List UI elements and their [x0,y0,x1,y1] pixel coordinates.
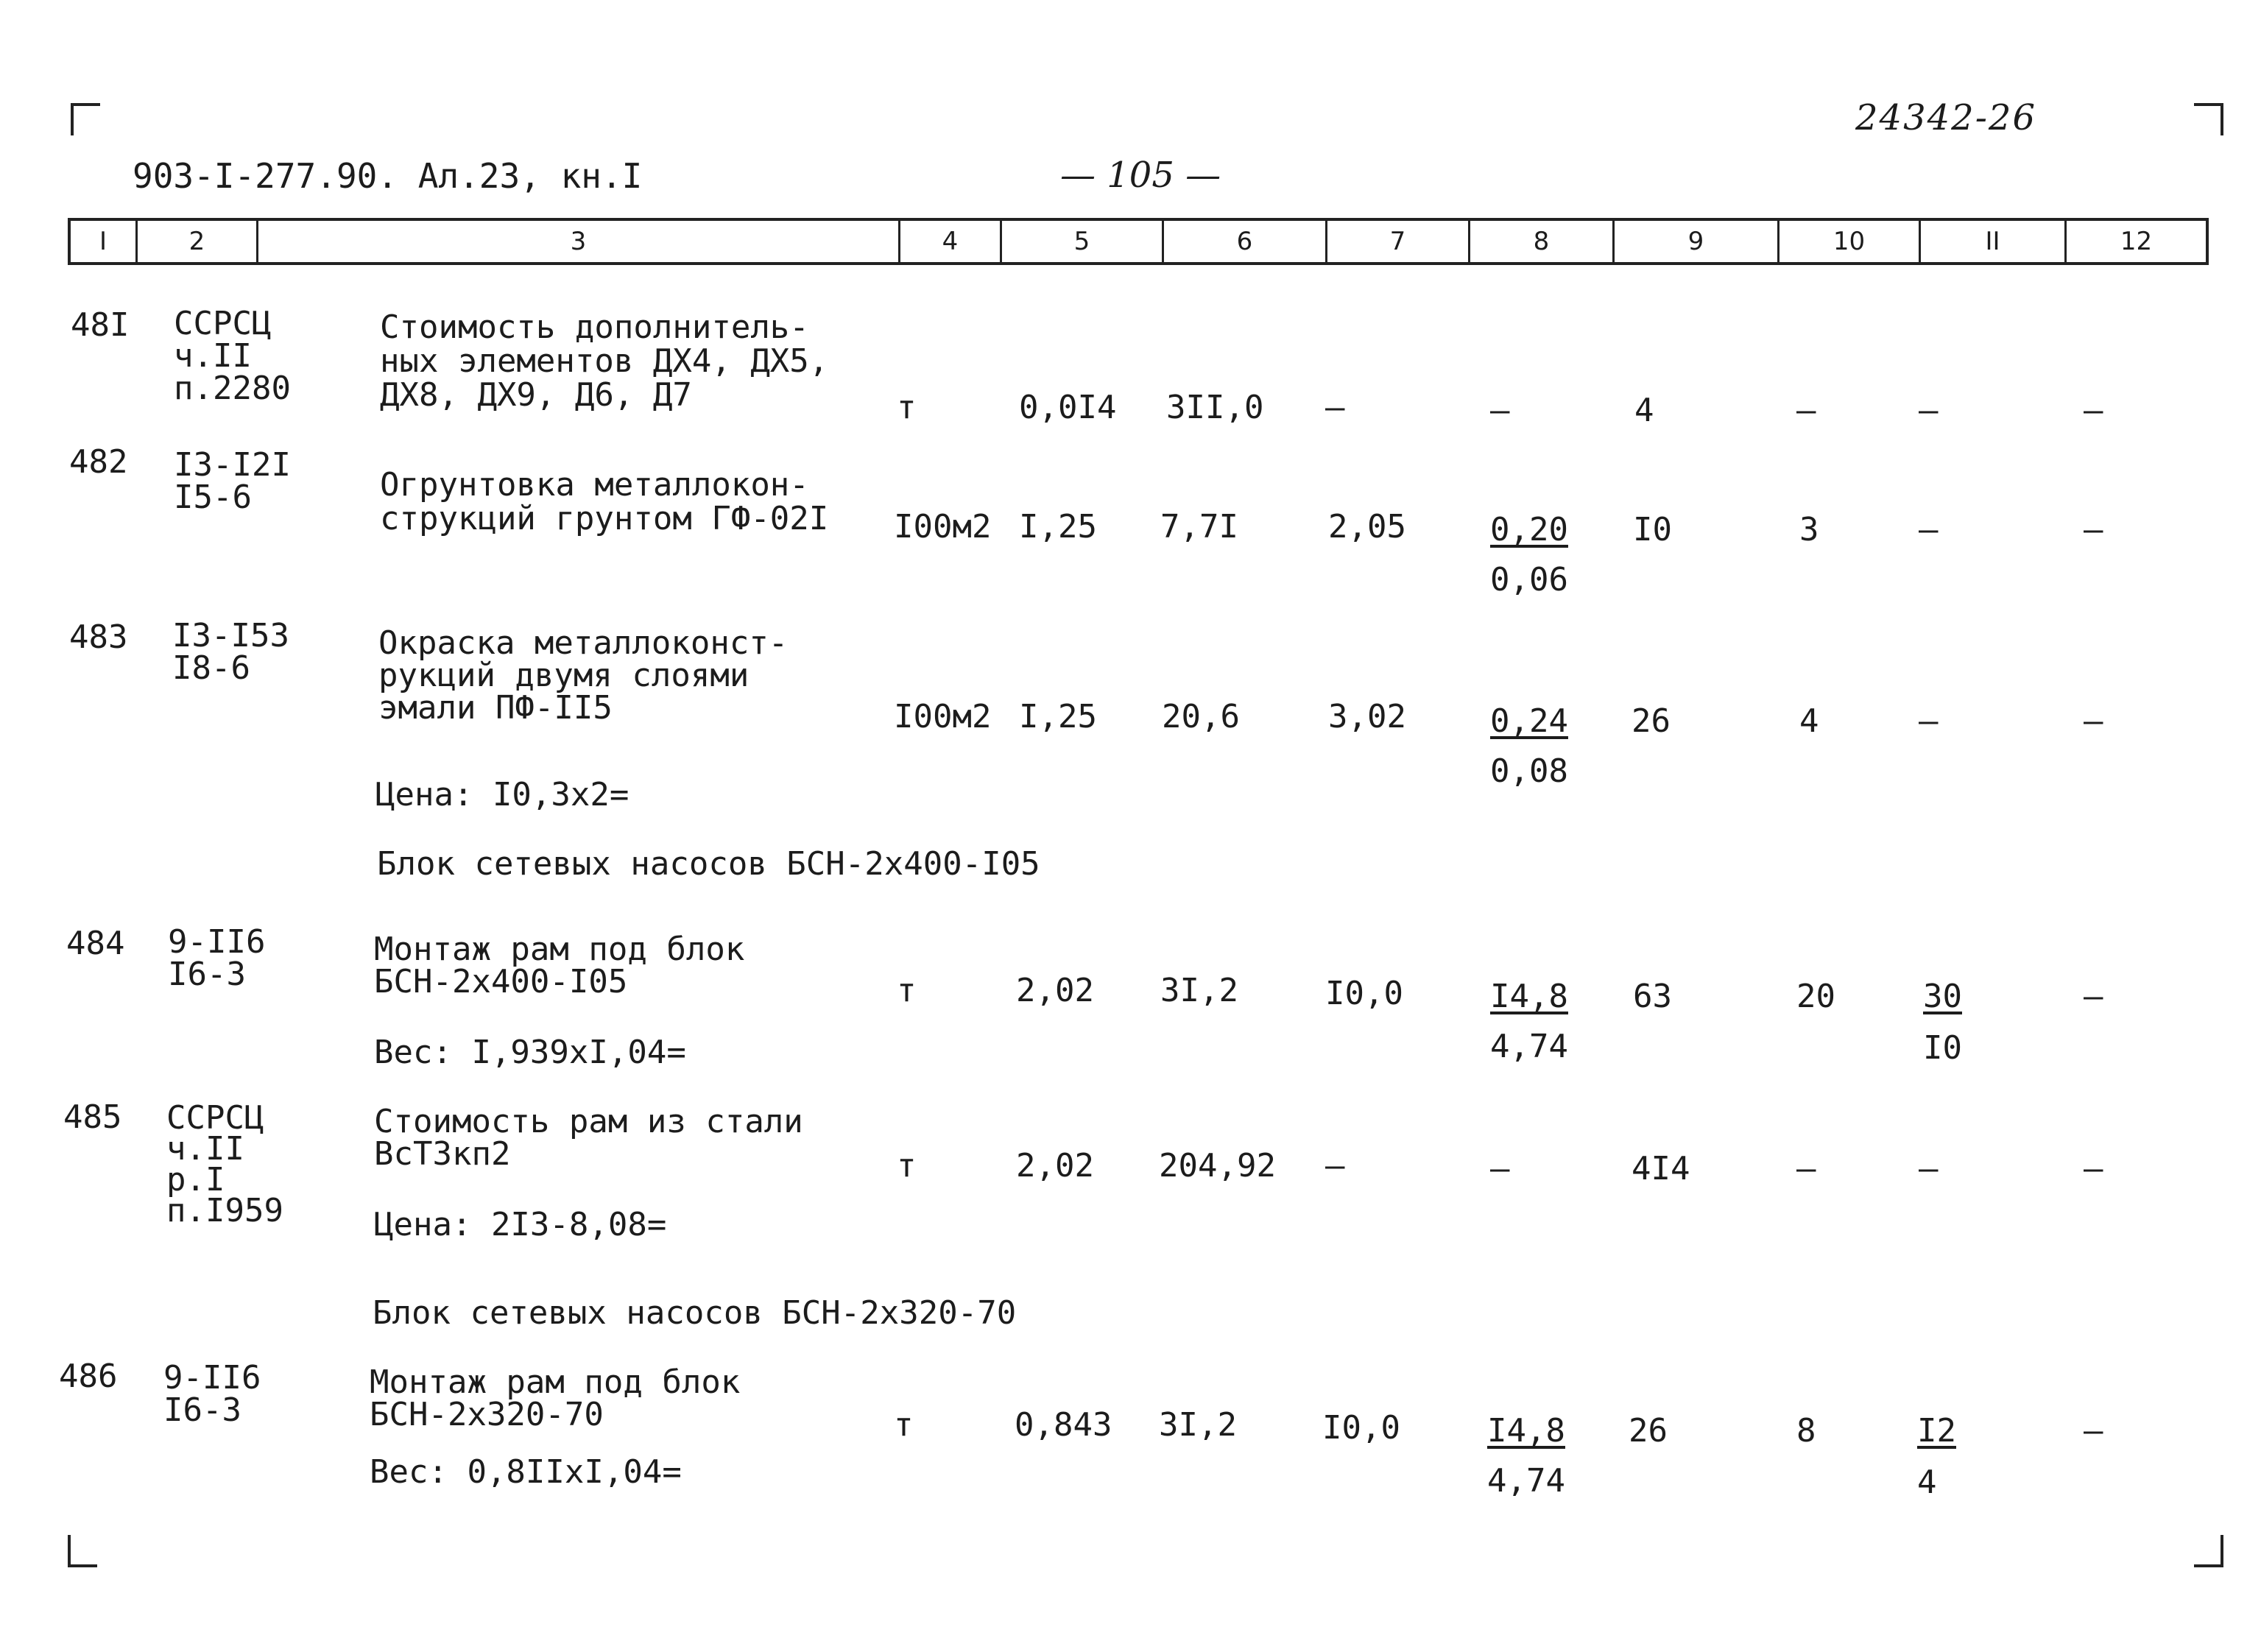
col12-value: – [2084,392,2103,429]
col9-value: 63 [1633,978,1672,1015]
unit-price: 3I,2 [1160,972,1238,1009]
quantity: 0,843 [1015,1406,1112,1444]
quantity: 0,0I4 [1019,389,1117,426]
col12-value: – [2084,1412,2103,1450]
row-number: 486 [59,1358,118,1395]
corner-mark-top-left [71,103,100,135]
col10-value: – [1796,1150,1816,1187]
unit: т [897,972,917,1009]
col11-value: 30 [1923,978,1962,1015]
column-header: 2 [135,221,256,262]
work-description: Окраска металлоконст- рукций двумя слоями эмали ПФ-II5 [378,624,789,727]
col9-value: 4 [1634,392,1654,429]
col8-value: 0,20 [1490,511,1568,548]
row-number: 483 [69,618,128,656]
col11-value: – [1919,511,1939,548]
col12-value: – [2084,702,2103,740]
col11-subvalue: 4 [1917,1464,1937,1501]
corner-mark-bottom-left [68,1535,97,1567]
col7-value: I0,0 [1325,975,1403,1012]
quantity: I,25 [1019,508,1097,546]
quantity: I,25 [1019,698,1097,735]
row-number: 482 [69,443,128,481]
col7-value: – [1325,1147,1345,1185]
unit-price: 7,7I [1160,508,1238,546]
col12-value: – [2084,1150,2103,1187]
column-header: 5 [1000,221,1162,262]
col11-value: I2 [1917,1412,1956,1450]
column-header: 3 [256,221,898,262]
col9-value: 26 [1632,702,1671,740]
col8-subvalue: 0,08 [1490,752,1568,790]
reference-code: I3-I53 I8-6 [172,617,289,687]
unit-price: 3II,0 [1166,389,1264,426]
col10-value: – [1796,392,1816,429]
work-description: Монтаж рам под блок БСН-2х320-70 [370,1363,741,1433]
unit: I00м2 [894,508,992,546]
reference-code: ССРСЦ ч.II р.I п.I959 [166,1099,283,1229]
row-number: 484 [66,925,125,962]
column-header: 10 [1777,221,1919,262]
unit: т [897,1147,917,1185]
reference-code: 9-II6 I6-3 [163,1359,261,1429]
column-header-row [68,218,2209,265]
column-header: 9 [1612,221,1777,262]
work-description: Огрунтовка металлокон- струкций грунтом ГФ-02I [380,466,829,537]
col11-value: – [1919,1150,1939,1187]
unit: т [894,1406,914,1444]
col7-value: – [1325,389,1345,426]
row-number: 48I [71,306,130,344]
col7-value: 2,05 [1328,508,1406,546]
sheet-code: 24342-26 [1855,97,2036,138]
col8-value: – [1490,1150,1510,1187]
col8-value: 0,24 [1490,702,1568,740]
page-number: — 105 — [1060,155,1221,196]
unit: I00м2 [894,698,992,735]
col8-value: I4,8 [1487,1412,1565,1450]
reference-code: ССРСЦ ч.II п.2280 [174,305,291,407]
work-description: Стоимость дополнитель- ных элементов ДХ4, ДХ5, ДХ8, ДХ9, Д6, Д7 [380,308,829,414]
col10-value: 4 [1799,702,1819,740]
column-header: I [99,227,107,256]
col11-value: – [1919,702,1939,740]
column-header: 6 [1162,221,1325,262]
unit-price: 20,6 [1162,698,1240,735]
document-code: 903-I-277.90. Ал.23, кн.I [133,156,643,196]
weight-note: Вес: I,939хI,04= [374,1034,686,1071]
col11-value: – [1919,392,1939,429]
work-description: Монтаж рам под блок БСН-2х400-I05 [374,931,745,1000]
quantity: 2,02 [1016,972,1094,1009]
col9-value: 26 [1629,1412,1668,1450]
price-note: Цена: 2I3-8,08= [374,1206,667,1243]
corner-mark-top-right [2194,103,2223,135]
column-header: 12 [2064,221,2206,262]
col8-subvalue: 4,74 [1490,1028,1568,1065]
reference-code: 9-II6 I6-3 [168,923,266,993]
col7-value: 3,02 [1328,698,1406,735]
work-description: Стоимость рам из стали ВсТ3кп2 [374,1103,803,1173]
column-header: 7 [1325,221,1468,262]
column-header: 8 [1468,221,1612,262]
column-header: 4 [898,221,1000,262]
row-number: 485 [63,1098,122,1136]
corner-mark-bottom-right [2194,1535,2223,1567]
price-note: Цена: I0,3х2= [375,776,629,813]
col12-value: – [2084,511,2103,548]
unit-price: 204,92 [1159,1147,1276,1185]
section-heading: Блок сетевых насосов БСН-2х400-I05 [377,845,1040,883]
quantity: 2,02 [1016,1147,1094,1185]
col8-value: I4,8 [1490,978,1568,1015]
col9-value: 4I4 [1632,1150,1690,1187]
col11-subvalue: I0 [1923,1029,1962,1067]
unit-price: 3I,2 [1159,1406,1237,1444]
col7-value: I0,0 [1322,1409,1400,1447]
col8-subvalue: 4,74 [1487,1462,1565,1500]
reference-code: I3-I2I I5-6 [174,446,291,516]
weight-note: Вес: 0,8IIхI,04= [370,1453,682,1491]
section-heading: Блок сетевых насосов БСН-2х320-70 [373,1294,1017,1332]
col9-value: I0 [1633,511,1672,548]
col10-value: 8 [1796,1412,1816,1450]
col10-value: 3 [1799,511,1819,548]
col8-subvalue: 0,06 [1490,561,1568,599]
col10-value: 20 [1796,978,1835,1015]
col12-value: – [2084,978,2103,1015]
col8-value: – [1490,392,1510,429]
unit: т [897,389,917,426]
column-header: II [1919,221,2064,262]
